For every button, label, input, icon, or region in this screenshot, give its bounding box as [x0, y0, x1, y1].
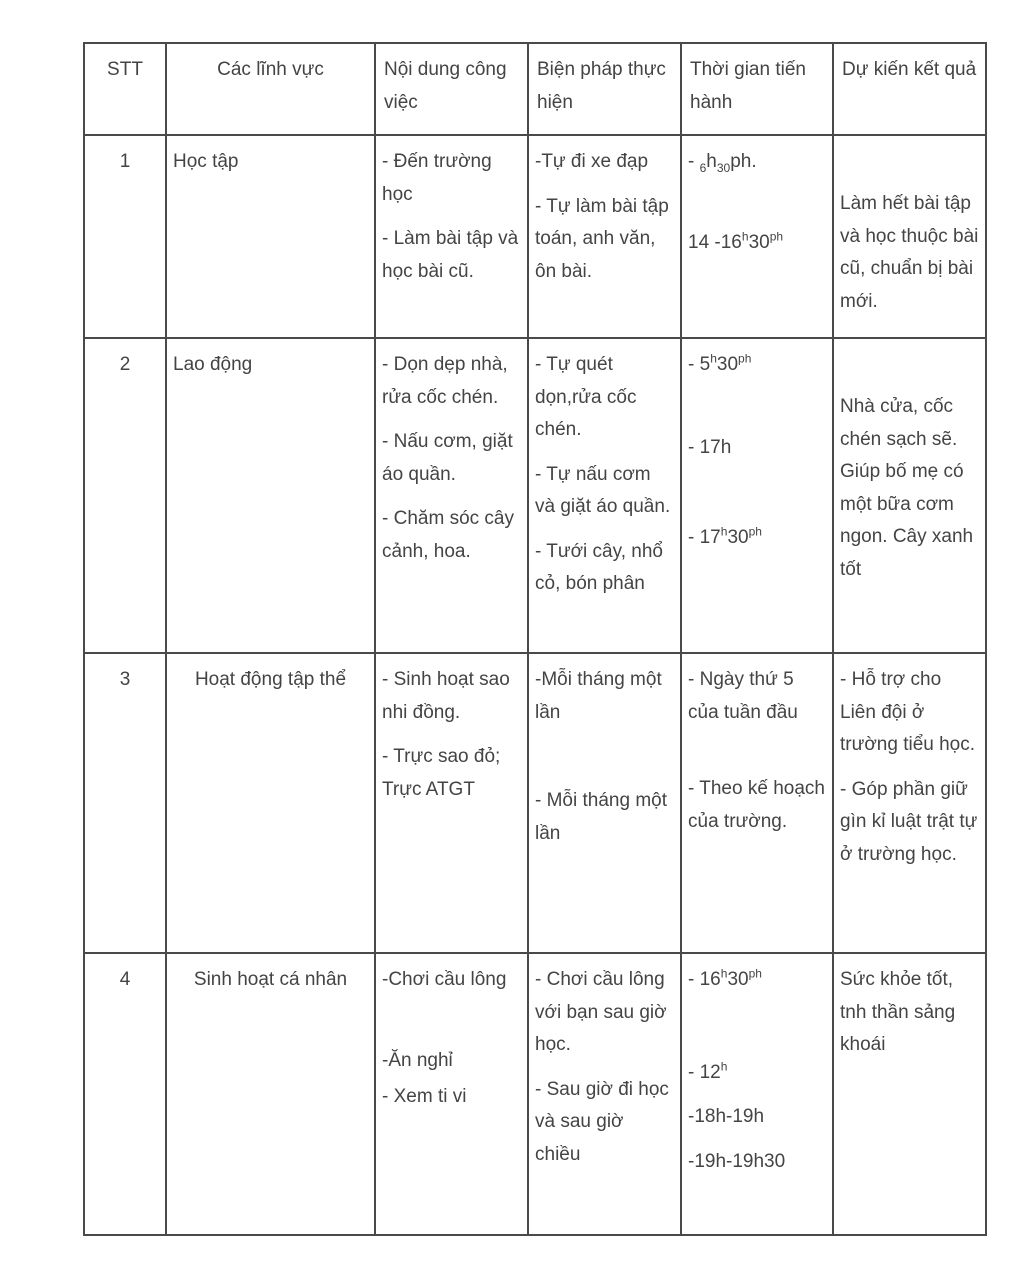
row-result [833, 653, 986, 953]
time-item: - $16^h30^{ph}$ [688, 966, 762, 990]
row-field: Học tập [166, 135, 375, 338]
header-result: Dự kiến kết quả [833, 43, 986, 135]
table-header-row [84, 43, 986, 135]
header-time: Thời gian tiến hành [681, 43, 833, 135]
time-item: - $5^h30^{ph}$ [688, 351, 752, 375]
result-item: - Hỗ trợ cho Liên đội ở trường tiểu học. [840, 669, 976, 755]
row-stt: 3 [84, 653, 166, 953]
row-content [375, 338, 528, 653]
table-row [84, 135, 986, 338]
content-item: -Chơi cầu lông [382, 969, 507, 990]
method-item: - Tự quét dọn,rửa cốc chén. [535, 354, 637, 440]
row-field: Sinh hoạt cá nhân [166, 953, 375, 1235]
row-time [681, 135, 833, 338]
row-method [528, 135, 681, 338]
content-item: - Làm bài tập và học bài cũ. [382, 228, 519, 282]
time-item: - $_6h_{30}ph$. [688, 151, 757, 175]
header-field: Các lĩnh vực [166, 43, 375, 135]
method-item: - Sau giờ đi học và sau giờ chiều [535, 1078, 669, 1165]
plan-table [83, 42, 987, 1236]
header-stt: STT [84, 43, 166, 135]
time-item: - 17h [688, 436, 732, 458]
row-result: Nhà cửa, cốc chén sạch sẽ. Giúp bố mẹ có một bữa cơm ngon. Cây xanh tốt [833, 338, 986, 653]
header-content: Nội dung công việc [375, 43, 528, 135]
content-item: - Trực sao đỏ; Trực ATGT [382, 746, 501, 800]
row-result: Làm hết bài tập và học thuộc bài cũ, chuẩn bị bài mới. [833, 135, 986, 338]
row-field: Hoạt động tập thể [166, 653, 375, 953]
content-item: - Sinh hoạt sao nhi đồng. [382, 669, 510, 723]
row-method [528, 653, 681, 953]
row-field: Lao động [166, 338, 375, 653]
method-item: - Tưới cây, nhổ cỏ, bón phân [535, 540, 663, 594]
time-item: 14 $-16^h30^{ph}$ [688, 229, 784, 253]
time-item: -18h-19h [688, 1106, 765, 1127]
method-item: - Tự làm bài tập toán, anh văn, ôn bài. [535, 195, 669, 282]
table-row [84, 653, 986, 953]
content-item: - Dọn dẹp nhà, rửa cốc chén. [382, 354, 508, 408]
time-item: - 12$^h$ [688, 1059, 728, 1083]
method-item: - Chơi cầu lông với bạn sau giờ học. [535, 969, 667, 1055]
method-item: -Tự đi xe đạp [535, 151, 649, 172]
result-item: - Góp phần giữ gìn kỉ luật trật tự ở trường học. [840, 778, 978, 865]
row-method [528, 953, 681, 1235]
time-item: -19h-19h30 [688, 1150, 786, 1172]
content-item: - Nấu cơm, giặt áo quần. [382, 431, 513, 485]
time-item: - Theo kế hoạch của trường. [688, 778, 825, 832]
content-item: - Đến trường học [382, 151, 492, 205]
row-content [375, 135, 528, 338]
row-content [375, 653, 528, 953]
row-time [681, 338, 833, 653]
row-time [681, 653, 833, 953]
row-method [528, 338, 681, 653]
method-item: -Mỗi tháng một lần [535, 669, 662, 723]
row-stt: 2 [84, 338, 166, 653]
row-result: Sức khỏe tốt, tnh thần sảng khoái [833, 953, 986, 1235]
row-time [681, 953, 833, 1235]
time-item: - $17^h30^{ph}$ [688, 524, 762, 548]
method-item: - Mỗi tháng một lần [535, 790, 667, 844]
table-row [84, 953, 986, 1235]
row-stt: 4 [84, 953, 166, 1235]
content-item: - Xem ti vi [382, 1086, 467, 1107]
time-item: - Ngày thứ 5 của tuần đầu [688, 669, 798, 723]
content-item: -Ăn nghỉ [382, 1049, 453, 1071]
method-item: - Tự nấu cơm và giặt áo quần. [535, 463, 671, 517]
content-item: - Chăm sóc cây cảnh, hoa. [382, 508, 514, 562]
row-content [375, 953, 528, 1235]
header-method: Biện pháp thực hiện [528, 43, 681, 135]
table-row [84, 338, 986, 653]
row-stt: 1 [84, 135, 166, 338]
